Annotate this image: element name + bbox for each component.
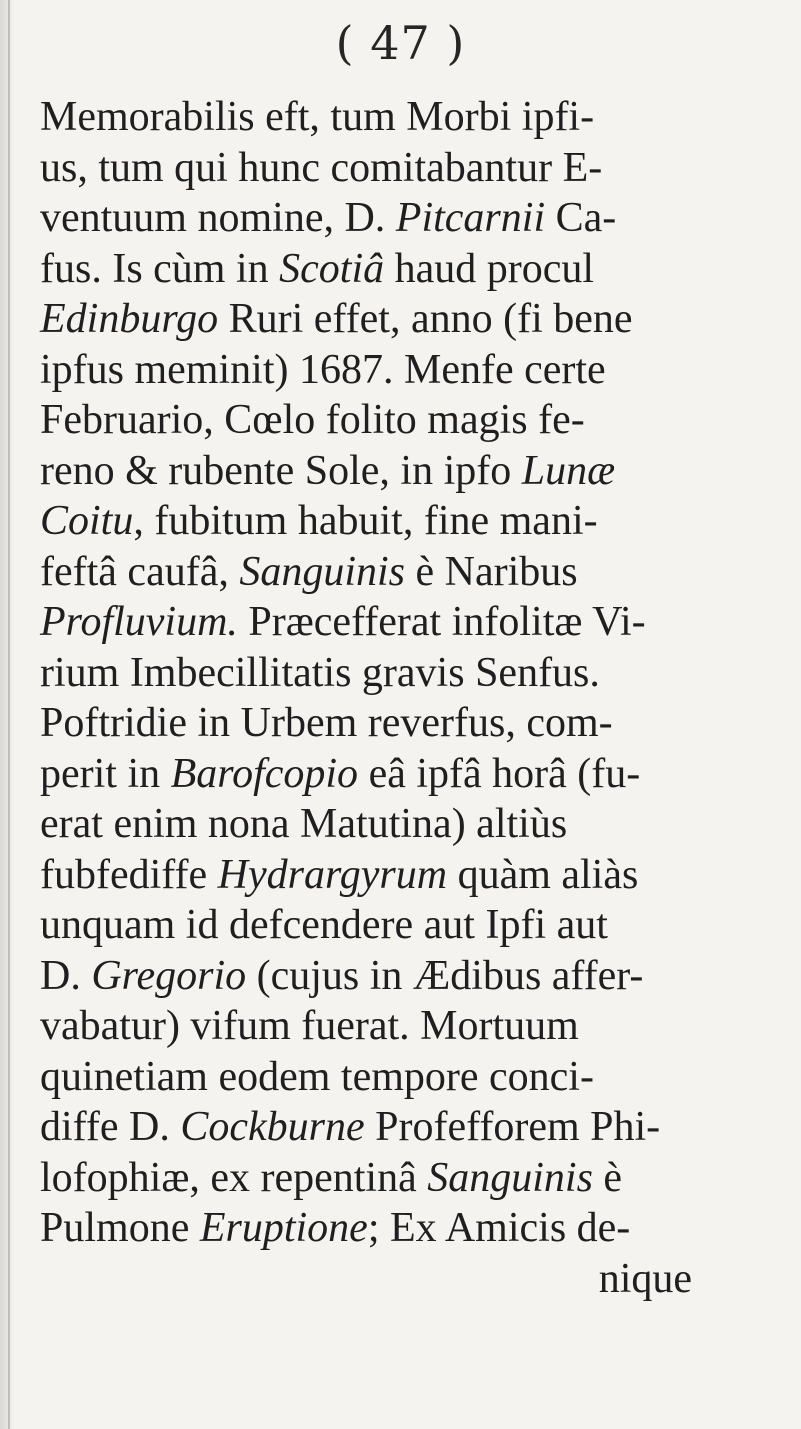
text-run: haud procul bbox=[384, 245, 595, 292]
text-run: Pulmone bbox=[40, 1205, 200, 1251]
italic-text-run: Coitu bbox=[40, 498, 134, 544]
text-run: unquam id defcendere aut Ipfi aut bbox=[40, 902, 608, 948]
text-run: Præcefferat infolitæ Vi- bbox=[237, 599, 646, 645]
binding-edge-line bbox=[8, 0, 10, 1429]
text-run: Memorabilis eft, tum Morbi ipfi- bbox=[40, 94, 595, 140]
text-line bbox=[40, 496, 780, 547]
text-run: eâ ipfâ horâ (fu- bbox=[358, 750, 641, 797]
text-run: ; Ex Amicis de- bbox=[367, 1205, 631, 1251]
text-line bbox=[40, 92, 780, 143]
italic-text-run: Edinburgo bbox=[40, 296, 219, 342]
text-line bbox=[40, 1153, 780, 1204]
italic-text-run: Lunæ bbox=[521, 447, 616, 494]
text-line bbox=[40, 749, 780, 800]
text-line bbox=[40, 345, 780, 396]
text-run: Poftridie in Urbem reverfus, com- bbox=[40, 700, 613, 746]
text-run: lofophiæ, ex repentinâ bbox=[40, 1154, 428, 1201]
text-run: , fubitum habuit, fine mani- bbox=[133, 498, 598, 544]
text-run: erat enim nona Matutina) altiùs bbox=[40, 801, 568, 847]
text-line bbox=[40, 799, 780, 850]
text-run: perit in bbox=[40, 750, 171, 797]
text-run: è bbox=[592, 1154, 623, 1201]
italic-text-run: Scotiâ bbox=[279, 245, 385, 292]
text-run: Februario, Cœlo folito magis fe- bbox=[40, 397, 585, 443]
text-line bbox=[40, 193, 780, 244]
text-run: è Naribus bbox=[405, 548, 578, 595]
text-line bbox=[40, 446, 780, 497]
text-run: diffe D. bbox=[40, 1104, 181, 1150]
page-number: ( 47 ) bbox=[335, 16, 466, 70]
text-line bbox=[40, 1203, 780, 1254]
text-run: quàm aliàs bbox=[447, 851, 639, 898]
italic-text-run: Sanguinis bbox=[427, 1154, 593, 1201]
text-line bbox=[40, 143, 780, 194]
text-line bbox=[40, 648, 780, 699]
text-run: feftâ caufâ, bbox=[40, 548, 240, 595]
text-line bbox=[40, 1052, 780, 1103]
text-run: nique bbox=[598, 1255, 692, 1302]
text-run: Profefforem Phi- bbox=[364, 1104, 661, 1150]
italic-text-run: Pitcarnii bbox=[395, 195, 546, 241]
text-run: vabatur) vifum fuerat. Mortuum bbox=[40, 1003, 579, 1049]
text-run: Ruri effet, anno (fi bene bbox=[218, 296, 633, 342]
text-line bbox=[40, 1254, 780, 1305]
body-text bbox=[40, 92, 780, 1304]
text-line bbox=[40, 1001, 780, 1052]
text-line bbox=[40, 244, 780, 295]
text-line bbox=[40, 1102, 780, 1153]
text-run: ventuum nomine, D. bbox=[40, 195, 396, 241]
text-run: (cujus in Ædibus affer- bbox=[246, 952, 644, 999]
text-run: D. bbox=[40, 952, 92, 999]
text-run: fubfediffe bbox=[40, 851, 218, 898]
text-line bbox=[40, 597, 780, 648]
text-line bbox=[40, 395, 780, 446]
text-run: fus. Is cùm in bbox=[40, 245, 280, 292]
text-line bbox=[40, 900, 780, 951]
italic-text-run: Barofcopio bbox=[170, 750, 359, 797]
italic-text-run: Cockburne bbox=[180, 1104, 365, 1150]
text-line bbox=[40, 294, 780, 345]
text-run: quinetiam eodem tempore conci- bbox=[40, 1053, 594, 1100]
text-line bbox=[40, 951, 780, 1002]
text-line bbox=[40, 698, 780, 749]
text-run: reno & rubente Sole, in ipfo bbox=[40, 447, 522, 494]
italic-text-run: Eruptione bbox=[199, 1205, 368, 1251]
italic-text-run: Gregorio bbox=[91, 952, 247, 999]
text-line bbox=[40, 547, 780, 598]
italic-text-run: Hydrargyrum bbox=[217, 851, 448, 898]
text-run: ipfus meminit) 1687. Menfe certe bbox=[40, 346, 606, 393]
text-line bbox=[40, 850, 780, 901]
text-run: us, tum qui hunc comitabantur E- bbox=[40, 144, 603, 191]
italic-text-run: Profluvium. bbox=[40, 599, 238, 645]
text-run: rium Imbecillitatis gravis Senfus. bbox=[40, 649, 600, 696]
italic-text-run: Sanguinis bbox=[239, 548, 406, 595]
text-run: Ca- bbox=[545, 195, 617, 241]
page-gutter-shadow bbox=[0, 0, 14, 1429]
